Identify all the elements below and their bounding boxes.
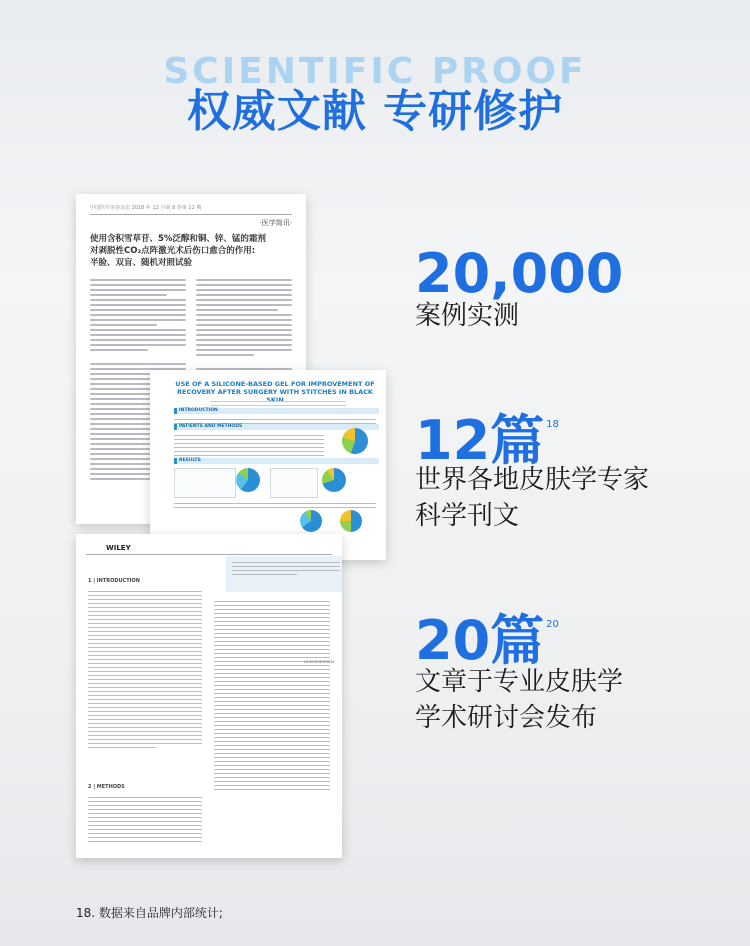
stat-conference-number: 20篇 $^{20}$ xyxy=(415,609,559,672)
stat-conference-desc: 文章于专业皮肤学 学术研讨会发布 xyxy=(415,667,624,733)
background-title: SCIENTIFIC PROOF xyxy=(163,51,587,92)
paper2-title: USE OF A SILICONE-BASED GEL FOR IMPROVEMENT OF RECOVERY AFTER SURGERY WITH STITCHES IN BLACK xyxy=(175,380,375,397)
stat-articles-number: 12篇 $^{18}$ xyxy=(415,409,559,472)
paper2-results-section: RESULTS xyxy=(174,458,379,464)
stat-cases-desc: 案例实测 xyxy=(415,301,520,331)
paper3-publisher: WILEY xyxy=(106,544,131,552)
paper2-pie-chart-1 xyxy=(342,428,368,454)
paper3-right-column xyxy=(214,598,330,793)
footnote: 18. 数据来自品牌内部统计; xyxy=(76,906,223,920)
paper2-pie-chart-4 xyxy=(340,510,362,532)
stat-articles-desc: 世界各地皮肤学专家 科学刊文 xyxy=(415,465,650,531)
stat-articles-superscript: 18 xyxy=(546,419,559,430)
paper3-left-column xyxy=(88,588,202,751)
stat-conference-superscript: 20 xyxy=(546,619,559,630)
paper3-brand-logo: LA ROCHE-POSAY xyxy=(304,660,335,664)
paper1-journal-header: 中国医疗美容杂志 2018 年 12 月第 8 卷第 12 期 xyxy=(90,205,202,211)
page-title: 权威文献 专研修护 xyxy=(186,86,564,137)
paper3-keywords-box xyxy=(226,556,342,592)
paper2-pie-chart-2 xyxy=(236,468,260,492)
paper2-patients-section: PATIENTS AND METHODS xyxy=(174,424,379,430)
paper2-pie-chart-3 xyxy=(322,468,346,492)
paper3-methods-text xyxy=(88,794,202,845)
paper1-title: 使用含积雪草苷、5%泛醇和铜、锌、锰的霜剂 对剥脱性CO₂点阵激光术后伤口愈合的作用: 半脸、双盲、随机对照试验 xyxy=(90,234,266,268)
paper1-tag: ·医学简讯· xyxy=(259,219,292,227)
paper-silicone-gel-poster xyxy=(150,370,386,560)
paper3-methods-heading: 2 | METHODS xyxy=(88,784,125,790)
stat-cases-number: 20,000 xyxy=(415,242,624,305)
paper2-introduction-section: INTRODUCTION xyxy=(174,408,379,414)
paper3-introduction-heading: 1 | INTRODUCTION xyxy=(88,578,140,584)
paper-wiley-article xyxy=(76,534,342,858)
paper2-pie-chart-5 xyxy=(300,510,322,532)
